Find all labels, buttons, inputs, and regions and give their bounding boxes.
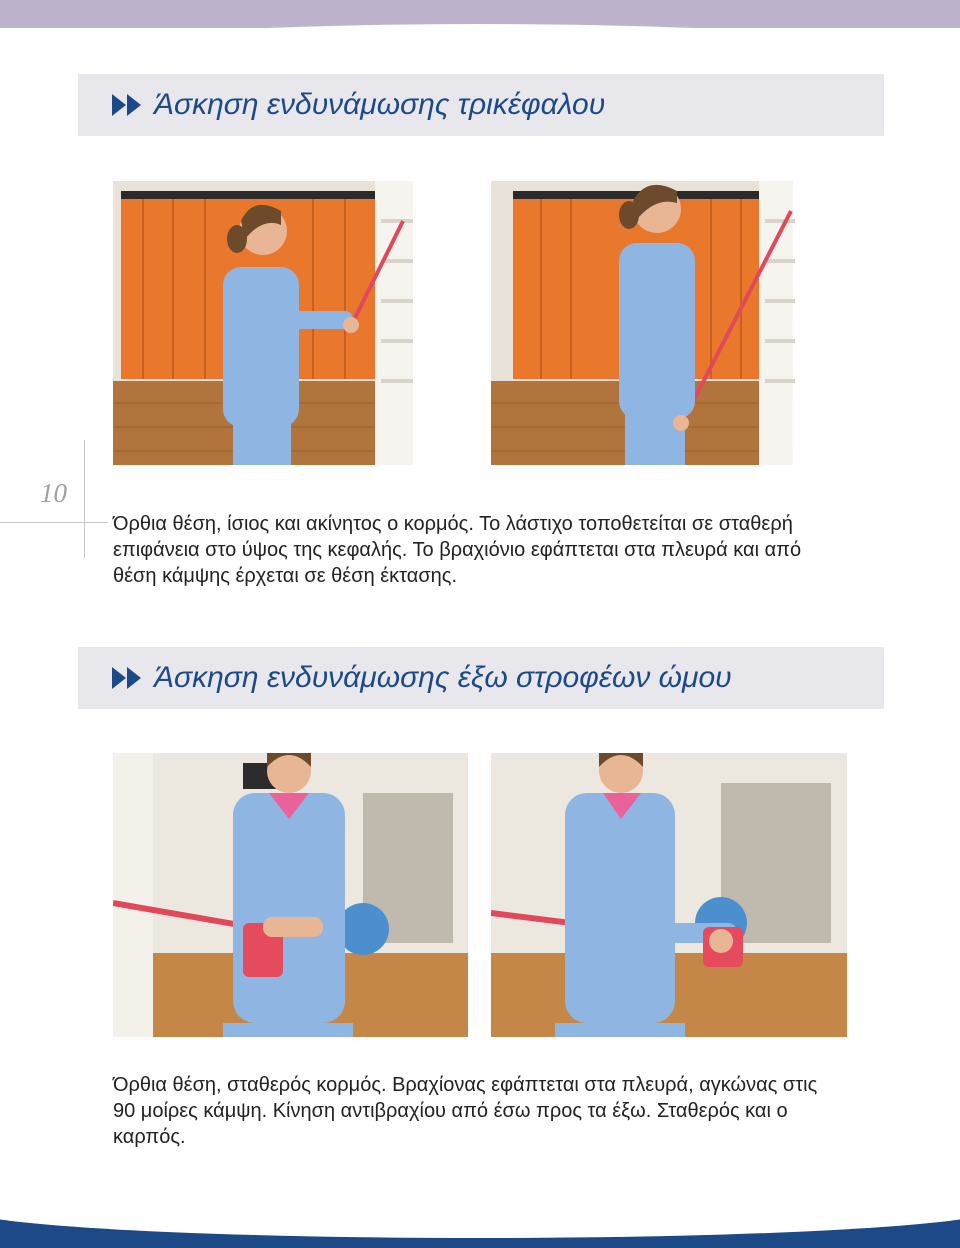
section2-title: Άσκηση ενδυνάμωσης έξω στροφέων ώμου (154, 661, 732, 694)
section1-description: Όρθια θέση, ίσιος και ακίνητος ο κορμός. Το λάστιχο τοποθετείται σε σταθερή επιφάνεια στο ύψος της κεφαλής. Το βραχιόνιο εφάπτεται στα πλευρά και από θέση κάμψης έρχεται σε θέση έκτασης. (113, 513, 802, 587)
triceps-end-photo (491, 181, 847, 465)
margin-horizontal-line (0, 522, 108, 523)
triceps-start-photo (113, 181, 468, 465)
section2-heading (78, 647, 884, 709)
margin-vertical-line (84, 440, 85, 558)
bottom-decorative-band (0, 1214, 960, 1248)
rotator-start-photo (113, 753, 468, 1037)
top-decorative-band (0, 0, 960, 28)
section1-heading (78, 74, 884, 136)
page-number: 10 (40, 478, 67, 508)
section2-description: Όρθια θέση, σταθερός κορμός. Βραχίονας εφάπτεται στα πλευρά, αγκώνας στις 90 μοίρες κάμψη. Κίνηση αντιβραχίου από έσω προς τα έξω. Σταθερός και ο καρπός. (113, 1074, 818, 1148)
rotator-end-photo (491, 753, 847, 1037)
double-arrow-icon (112, 94, 142, 116)
section1-title: Άσκηση ενδυνάμωσης τρικέφαλου (154, 88, 606, 121)
double-arrow-icon (112, 667, 142, 689)
